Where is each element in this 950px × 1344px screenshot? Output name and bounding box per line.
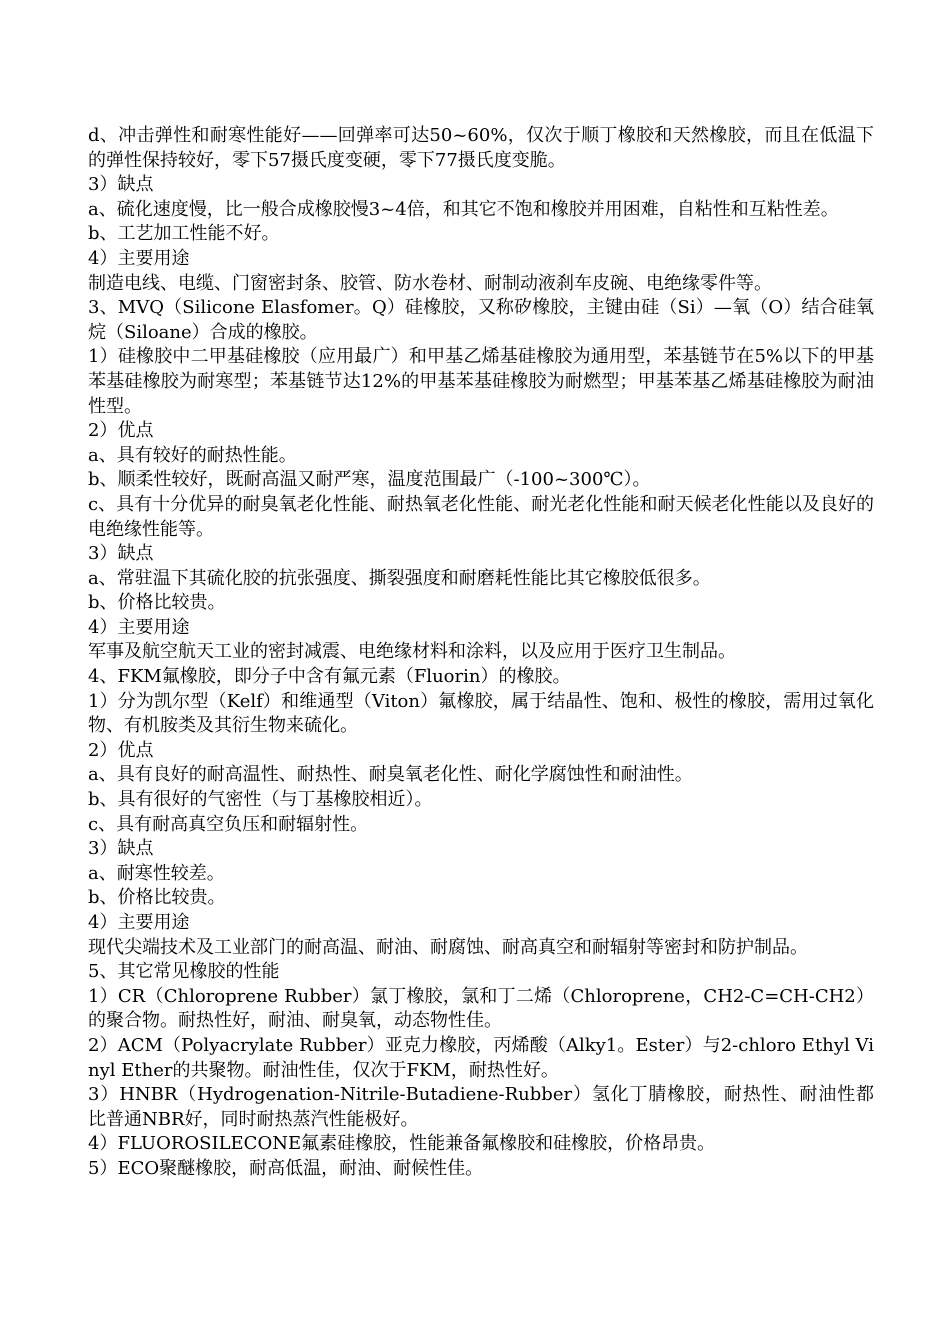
paragraph: c、具有十分优异的耐臭氧老化性能、耐热氧老化性能、耐光老化性能和耐天候老化性能以及良好的电绝缘性能等。	[88, 493, 874, 540]
document-body	[88, 124, 874, 1182]
paragraph: a、耐寒性较差。	[88, 862, 225, 884]
section-heading: 3）缺点	[88, 174, 154, 196]
paragraph: b、价格比较贵。	[88, 887, 226, 909]
paragraph: 4）FLUOROSILECONE氟素硅橡胶，性能兼备氟橡胶和硅橡胶，价格昂贵。	[88, 1133, 716, 1155]
paragraph: 3）HNBR（Hydrogenation-Nitrile-Butadiene-Rubber）氢化丁腈橡胶，耐热性、耐油性都比普通NBR好，同时耐热蒸汽性能极好。	[88, 1084, 874, 1130]
section-heading: 2）优点	[88, 420, 154, 442]
section-heading: 4）主要用途	[88, 247, 190, 269]
paragraph: 5）ECO聚醚橡胶，耐高低温，耐油、耐候性佳。	[88, 1157, 484, 1179]
section-heading: 3、MVQ（Silicone Elasfomer。Q）硅橡胶，又称矽橡胶，主键由硅（Si）—氧（O）结合硅氧烷（Siloane）合成的橡胶。	[88, 297, 874, 343]
paragraph: b、顺柔性较好，既耐高温又耐严寒，温度范围最广（-100~300℃）。	[88, 469, 651, 491]
paragraph: a、具有较好的耐热性能。	[88, 444, 297, 466]
paragraph: 1）硅橡胶中二甲基硅橡胶（应用最广）和甲基乙烯基硅橡胶为通用型，苯基链节在5%以下的甲基苯基硅橡胶为耐寒型；苯基链节达12%的甲基苯基硅橡胶为耐燃型；甲基苯基乙烯基硅橡胶为耐油性型。	[88, 346, 874, 417]
paragraph: 2）ACM（Polyacrylate Rubber）亚克力橡胶，丙烯酸（Alky1。Ester）与2-chloro Ethyl Vinyl Ether的共聚物。耐油性佳，仅次于FKM，耐热性好。	[88, 1034, 874, 1081]
paragraph: a、硫化速度慢，比一般合成橡胶慢3~4倍，和其它不饱和橡胶并用困难，自粘性和互粘性差。	[88, 198, 839, 220]
section-heading: 4、FKM氟橡胶，即分子中含有氟元素（Fluorin）的橡胶。	[88, 666, 571, 688]
paragraph: c、具有耐高真空负压和耐辐射性。	[88, 813, 369, 835]
paragraph: 1）分为凯尔型（Kelf）和维通型（Viton）氟橡胶，属于结晶性、饱和、极性的橡胶，需用过氧化物、有机胺类及其衍生物来硫化。	[88, 690, 874, 737]
section-heading: 3）缺点	[88, 543, 154, 565]
paragraph: 制造电线、电缆、门窗密封条、胶管、防水卷材、耐制动液刹车皮碗、电绝缘零件等。	[88, 272, 772, 294]
paragraph: 1）CR（Chloroprene Rubber）氯丁橡胶，氯和丁二烯（Chloroprene，CH2-C=CH-CH2）的聚合物。耐热性好，耐油、耐臭氧，动态物性佳。	[88, 985, 874, 1032]
paragraph: b、工艺加工性能不好。	[88, 223, 280, 245]
section-heading: 3）缺点	[88, 838, 154, 860]
section-heading: 4）主要用途	[88, 912, 190, 933]
paragraph: 现代尖端技术及工业部门的耐高温、耐油、耐腐蚀、耐高真空和耐辐射等密封和防护制品。	[88, 936, 808, 958]
paragraph: b、具有很好的气密性（与丁基橡胶相近）。	[88, 789, 433, 811]
paragraph: 军事及航空航天工业的密封减震、电绝缘材料和涂料，以及应用于医疗卫生制品。	[88, 641, 736, 663]
section-heading: 4）主要用途	[88, 616, 190, 638]
paragraph: b、价格比较贵。	[88, 592, 226, 614]
section-heading: 2）优点	[88, 739, 154, 761]
paragraph: d、冲击弹性和耐寒性能好——回弹率可达50~60%，仅次于顺丁橡胶和天然橡胶，而且在低温下的弹性保持较好，零下57摄氏度变硬，零下77摄氏度变脆。	[88, 125, 874, 171]
paragraph: a、具有良好的耐高温性、耐热性、耐臭氧老化性、耐化学腐蚀性和耐油性。	[88, 764, 693, 786]
section-heading: 5、其它常见橡胶的性能	[88, 961, 280, 983]
paragraph: a、常驻温下其硫化胶的抗张强度、撕裂强度和耐磨耗性能比其它橡胶低很多。	[88, 567, 711, 589]
